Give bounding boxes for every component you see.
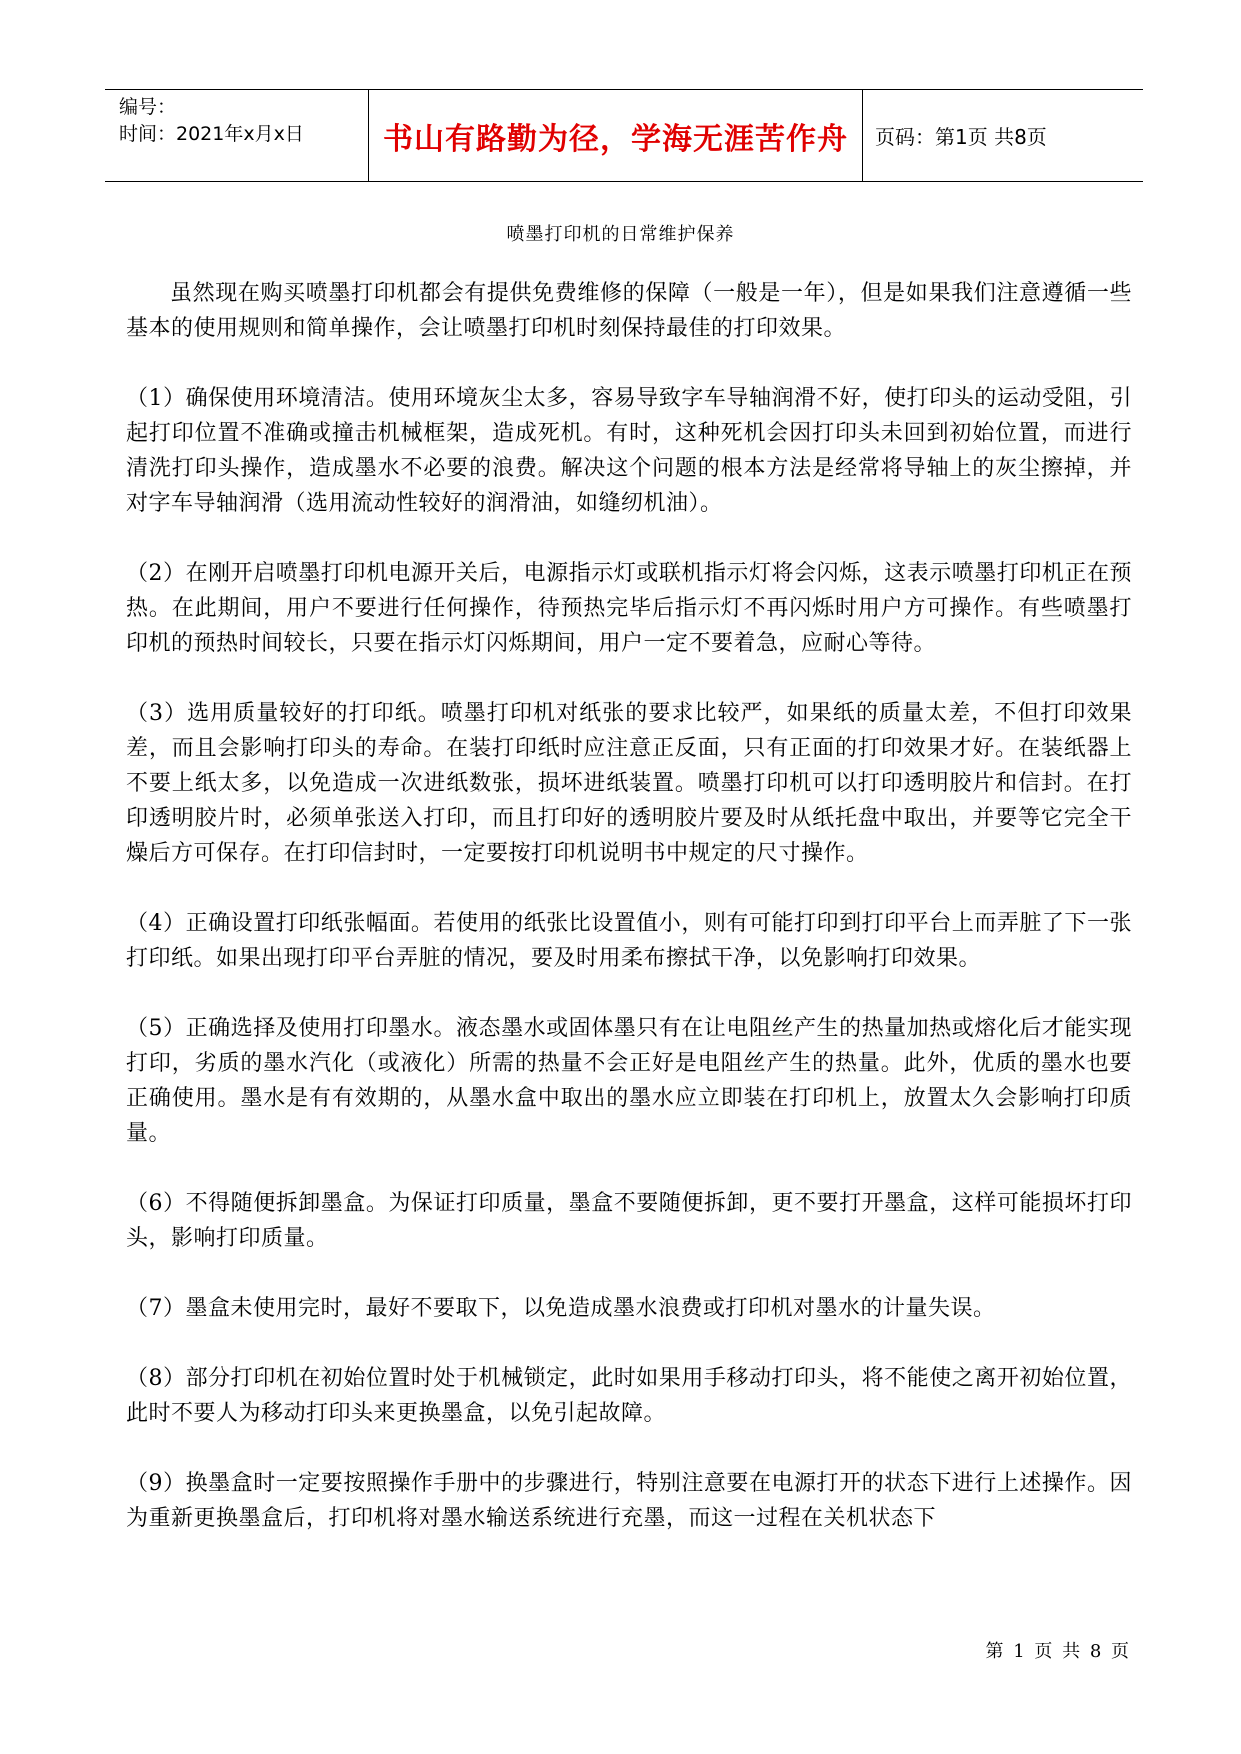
paragraph-5: （5）正确选择及使用打印墨水。液态墨水或固体墨只有在让电阻丝产生的热量加热或熔化后才能实现打印，劣质的墨水汽化（或液化）所需的热量不会正好是电阻丝产生的热量。此外，优质的墨水也要正确使用。墨水是有有效期的，从墨水盒中取出的墨水应立即装在打印机上，放置太久会影响打印质量。: [126, 1016, 1132, 1146]
paragraph-6: （6）不得随便拆卸墨盒。为保证打印质量，墨盒不要随便拆卸，更不要打开墨盒，这样可能损坏打印头，影响打印质量。: [126, 1191, 1132, 1251]
paragraph-1: （1）确保使用环境清洁。使用环境灰尘太多，容易导致字车导轴润滑不好，使打印头的运动受阻，引起打印位置不准确或撞击机械框架，造成死机。有时，这种死机会因打印头未回到初始位置，而进行清洗打印头操作，造成墨水不必要的浪费。解决这个问题的根本方法是经常将导轴上的灰尘擦掉，并对字车导轴润滑（选用流动性较好的润滑油，如缝纫机油）。: [126, 386, 1132, 516]
paragraph-2: （2）在刚开启喷墨打印机电源开关后，电源指示灯或联机指示灯将会闪烁，这表示喷墨打印机正在预热。在此期间，用户不要进行任何操作，待预热完毕后指示灯不再闪烁时用户方可操作。有些喷墨打印机的预热时间较长，只要在指示灯闪烁期间，用户一定不要着急，应耐心等待。: [126, 561, 1132, 656]
paragraph-7: （7）墨盒未使用完时，最好不要取下，以免造成墨水浪费或打印机对墨水的计量失误。: [126, 1296, 996, 1321]
header-motto-cell: [369, 90, 863, 181]
motto-text: 书山有路勤为径，学海无涯苦作舟: [383, 121, 848, 157]
number-label: 编号：: [119, 96, 177, 118]
header-page-cell: [863, 90, 1143, 181]
footer-page-number: 第 1 页 共 8 页: [985, 1641, 1131, 1662]
paragraph-8: （8）部分打印机在初始位置时处于机械锁定，此时如果用手移动打印头，将不能使之离开初始位置，此时不要人为移动打印头来更换墨盒，以免引起故障。: [126, 1366, 1132, 1426]
paragraph-3: （3）选用质量较好的打印纸。喷墨打印机对纸张的要求比较严，如果纸的质量太差，不但打印效果差，而且会影响打印头的寿命。在装打印纸时应注意正反面，只有正面的打印效果才好。在装纸器上不要上纸太多，以免造成一次进纸数张，损坏进纸装置。喷墨打印机可以打印透明胶片和信封。在打印透明胶片时，必须单张送入打印，而且打印好的透明胶片要及时从纸托盘中取出，并要等它完全干燥后方可保存。在打印信封时，一定要按打印机说明书中规定的尺寸操作。: [126, 701, 1132, 866]
page-info: 页码：第1页 共8页: [875, 125, 1047, 149]
time-label: 时间：2021年x月x日: [119, 123, 304, 145]
paragraph-9: （9）换墨盒时一定要按照操作手册中的步骤进行，特别注意要在电源打开的状态下进行上述操作。因为重新更换墨盒后，打印机将对墨水输送系统进行充墨，而这一过程在关机状态下: [126, 1471, 1132, 1531]
document-body: [126, 276, 1132, 1571]
document-header: [105, 89, 1143, 182]
paragraph-intro: 虽然现在购买喷墨打印机都会有提供免费维修的保障（一般是一年），但是如果我们注意遵循一些基本的使用规则和简单操作，会让喷墨打印机时刻保持最佳的打印效果。: [126, 281, 1132, 341]
paragraph-4: （4）正确设置打印纸张幅面。若使用的纸张比设置值小，则有可能打印到打印平台上而弄脏了下一张打印纸。如果出现打印平台弄脏的情况，要及时用柔布擦拭干净，以免影响打印效果。: [126, 911, 1132, 971]
document-title: 喷墨打印机的日常维护保养: [506, 224, 735, 245]
header-meta-cell: [105, 90, 369, 181]
